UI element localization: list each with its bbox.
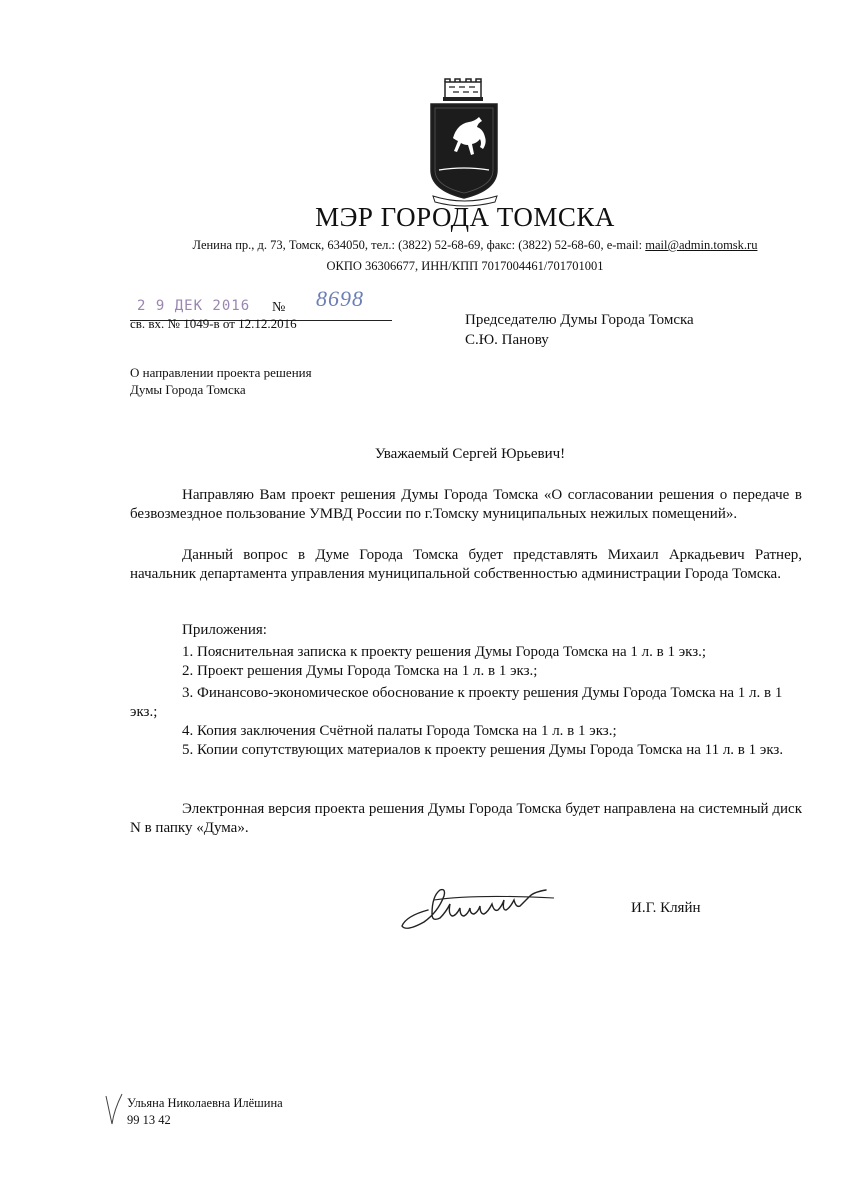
attachment-item xyxy=(130,662,802,681)
executor xyxy=(127,1095,283,1129)
tomsk-coat-of-arms-icon xyxy=(425,78,505,208)
attachment-text: 5. Копии сопутствующих материалов к проекту решения Думы Города Томска на 11 л. в 1 экз. xyxy=(182,742,784,758)
attachment-text: 2. Проект решения Думы Города Томска на 1 л. в 1 экз.; xyxy=(182,663,538,679)
contact-line xyxy=(0,238,850,253)
paragraph-text: Электронная версия проекта решения Думы Города Томска будет направлена на системный диск N в папку «Дума». xyxy=(130,801,802,836)
executor-phone: 99 13 42 xyxy=(127,1113,171,1127)
executor-name: Ульяна Николаевна Илёшина xyxy=(127,1096,283,1110)
paragraph-text: Данный вопрос в Думе Города Томска будет представлять Михаил Аркадьевич Ратнер, начальник департамента управления муниципальной собственностью администрации Города Томска. xyxy=(130,547,802,582)
attachment-text: 3. Финансово-экономическое обоснование к проекту решения Думы Города Томска на 1 л. в 1 экз.; xyxy=(130,685,783,720)
body-paragraph xyxy=(130,486,802,523)
subject-line-1: О направлении проекта решения xyxy=(130,365,312,380)
document-title: МЭР ГОРОДА ТОМСКА xyxy=(315,202,615,232)
handwritten-signature xyxy=(398,880,598,932)
paragraph-text: Направляю Вам проект решения Думы Города Томска «О согласовании решения о передаче в безвозмездное пользование УМВД России по г.Томску муниципальных нежилых помещений». xyxy=(130,487,802,522)
number-sign: № xyxy=(272,300,286,315)
attachment-item xyxy=(130,684,802,721)
attachment-item xyxy=(130,722,802,741)
email-link[interactable]: mail@admin.tomsk.ru xyxy=(645,238,758,252)
attachments-heading: Приложения: xyxy=(182,622,267,638)
addressee-name: С.Ю. Панову xyxy=(465,332,549,348)
check-mark-icon xyxy=(104,1092,124,1128)
attachment-item xyxy=(130,643,802,662)
body-paragraph xyxy=(130,800,802,837)
registration-number: 8698 xyxy=(316,286,364,311)
registry-codes: ОКПО 36306677, ИНН/КПП 7017004461/701701001 xyxy=(326,259,604,273)
body-paragraph xyxy=(130,546,802,583)
attachment-item xyxy=(130,741,802,760)
attachment-text: 4. Копия заключения Счётной палаты Города Томска на 1 л. в 1 экз.; xyxy=(182,723,617,739)
addressee xyxy=(465,310,694,350)
addressee-position: Председателю Думы Города Томска xyxy=(465,312,694,328)
greeting: Уважаемый Сергей Юрьевич! xyxy=(374,446,566,462)
date-stamp: 2 9 ДЕК 2016 xyxy=(137,298,251,314)
attachment-text: 1. Пояснительная записка к проекту решения Думы Города Томска на 1 л. в 1 экз.; xyxy=(182,644,707,660)
incoming-reference: св. вх. № 1049-в от 12.12.2016 xyxy=(130,316,297,331)
subject-line-2: Думы Города Томска xyxy=(130,382,246,397)
subject xyxy=(130,364,312,398)
contact-text: Ленина пр., д. 73, Томск, 634050, тел.: (3822) 52-68-69, факс: (3822) 52-68-60, e-mail: xyxy=(192,238,646,252)
signer-name: И.Г. Кляйн xyxy=(631,900,701,916)
